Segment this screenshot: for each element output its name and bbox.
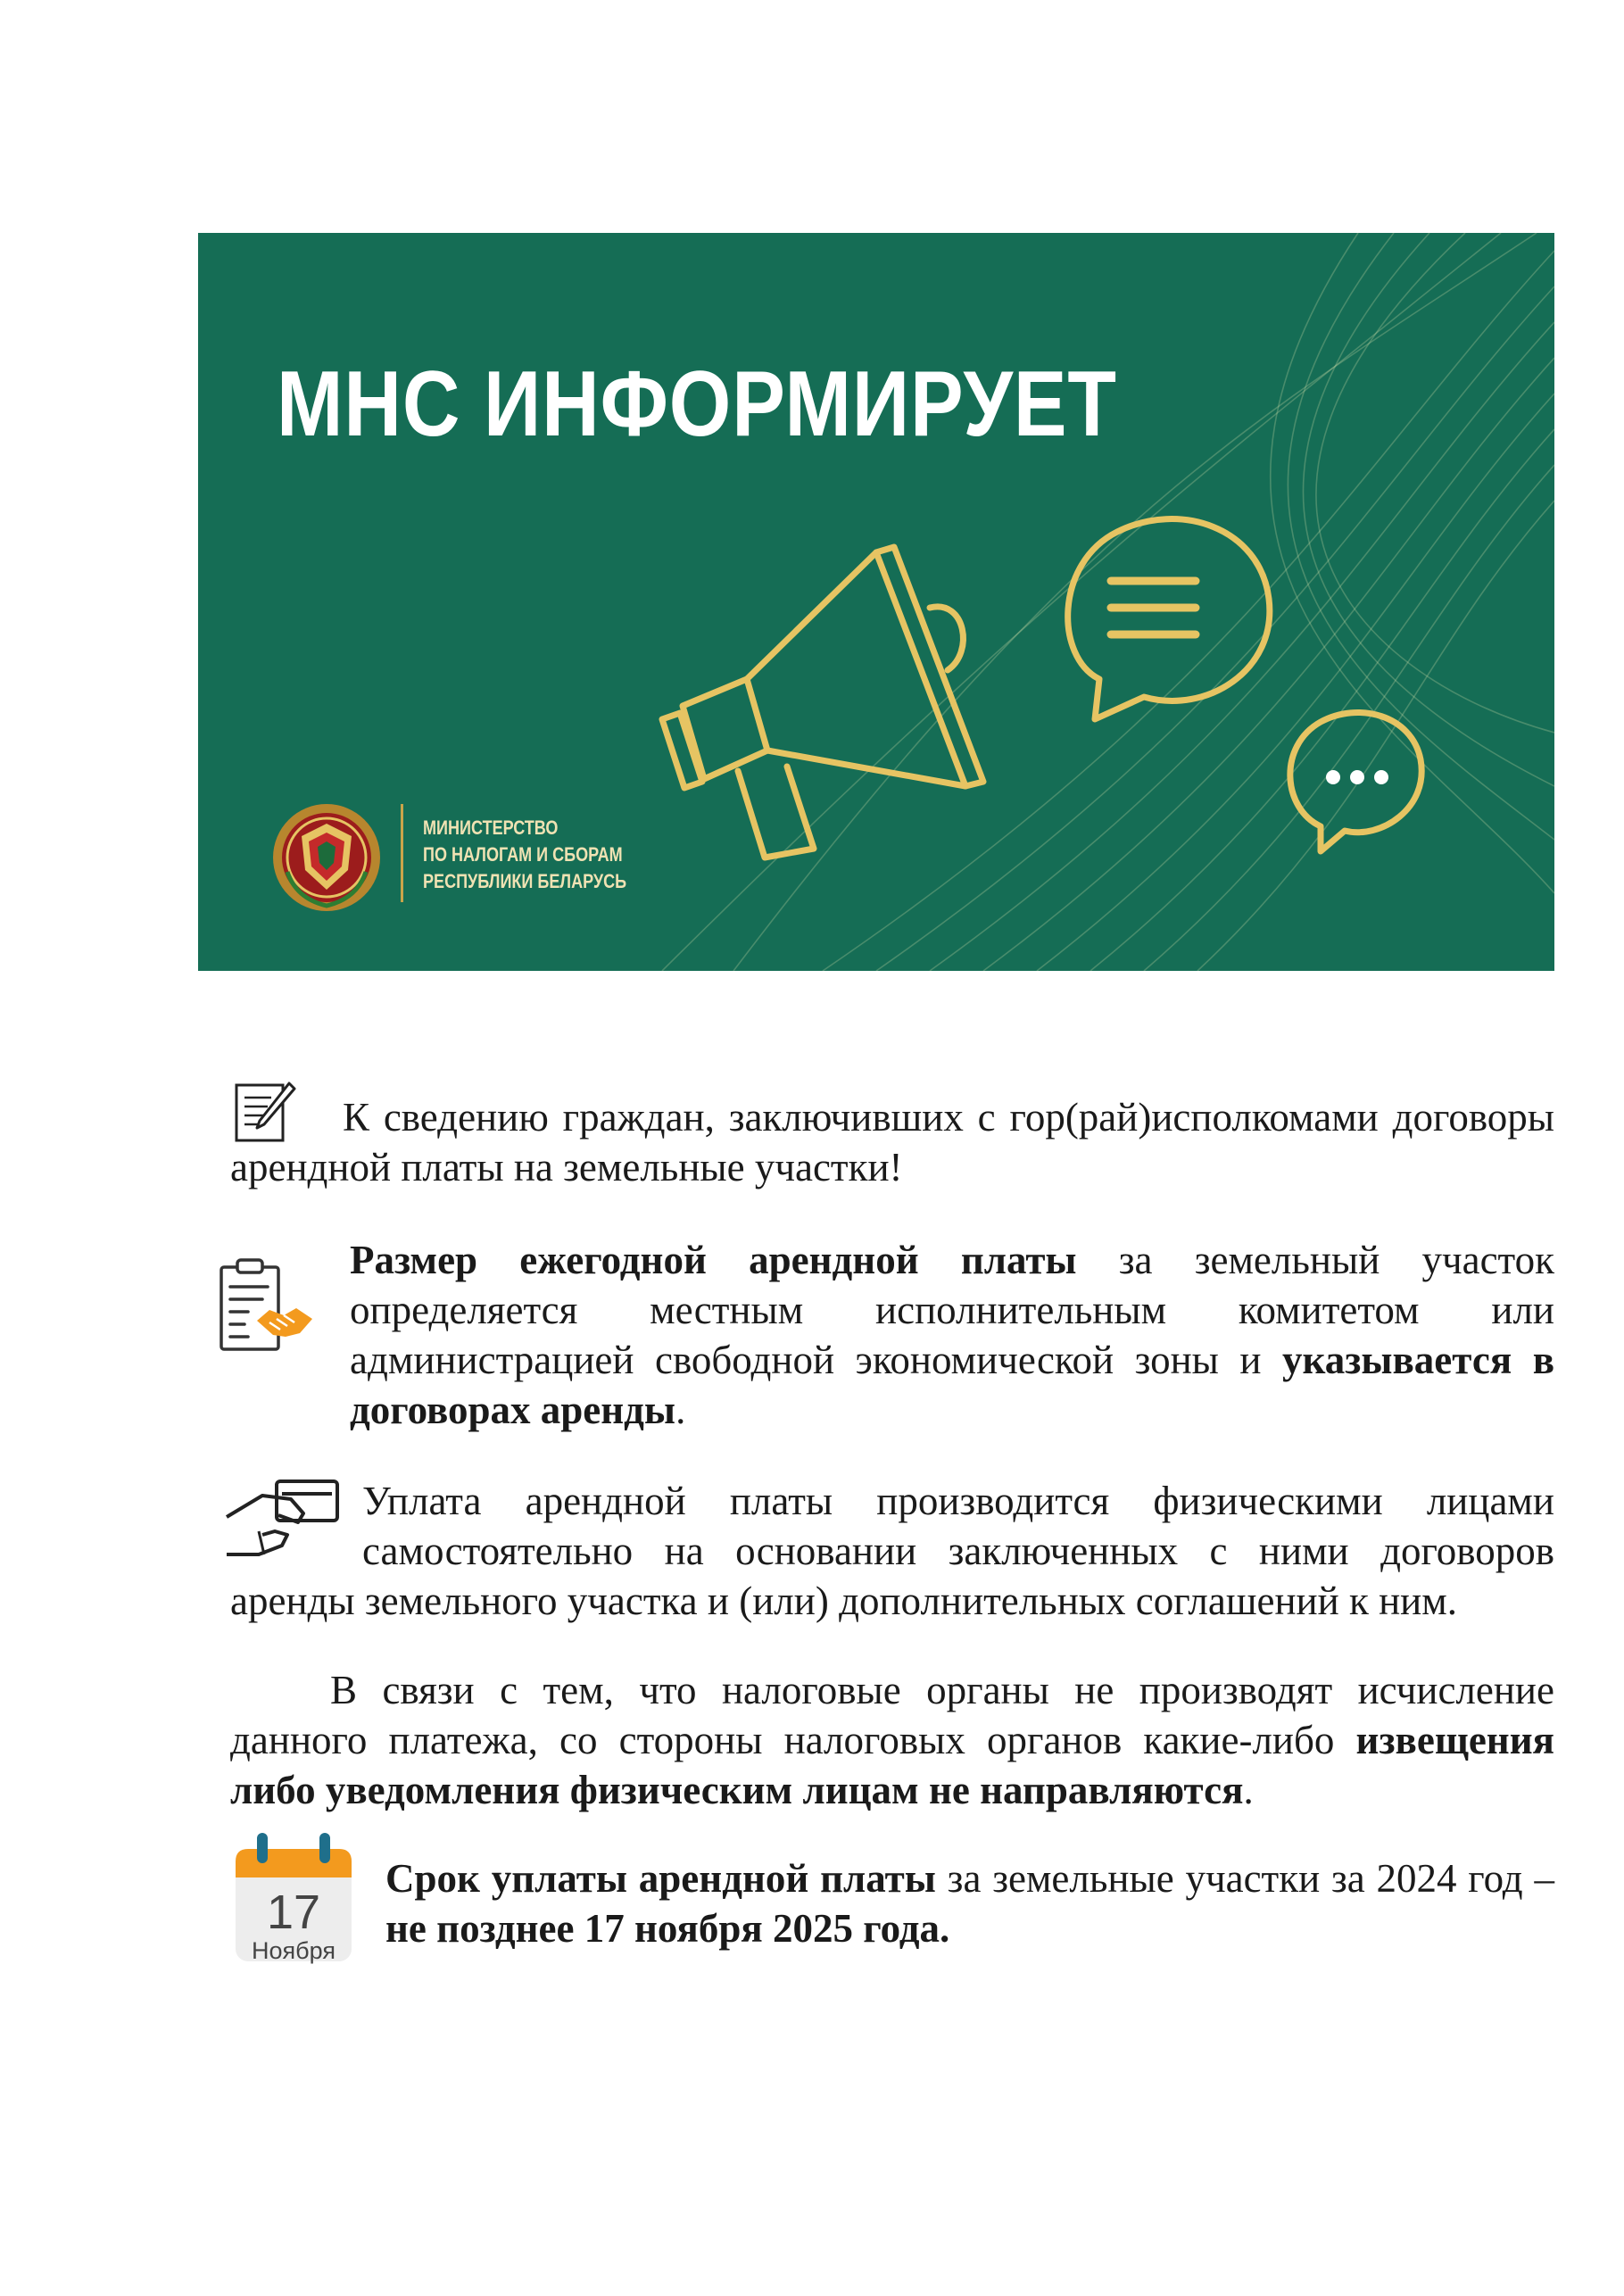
body-text: . bbox=[1243, 1768, 1254, 1812]
bold-text: Размер ежегодной арендной платы bbox=[350, 1238, 1077, 1282]
ministry-name-line: ПО НАЛОГАМ И СБОРАМ bbox=[423, 843, 623, 866]
ministry-name-line: МИНИСТЕРСТВО bbox=[423, 816, 559, 839]
ministry-name-line: РЕСПУБЛИКИ БЕЛАРУСЬ bbox=[423, 870, 627, 892]
speech-bubble-lines-icon bbox=[1068, 519, 1270, 719]
speech-bubble-dots-icon bbox=[1290, 712, 1421, 851]
body-text: Уплата арендной платы производится физическими лицами самостоятельно на основании заключенных с ними договоров аренды земельного участка и (или) дополнительных соглашений к ним. bbox=[230, 1479, 1554, 1623]
paragraph-rent-amount bbox=[350, 1235, 1554, 1435]
megaphone-icon bbox=[662, 547, 983, 858]
bold-text: указывается в договорах аренды bbox=[350, 1338, 1554, 1432]
paragraph-notifications bbox=[230, 1665, 1554, 1815]
banner-title: МНС ИНФОРМИРУЕТ bbox=[277, 352, 1117, 456]
banner bbox=[198, 233, 1554, 971]
paragraph-intro: К сведению граждан, заключивших с гор(рай)исполкомами договоры арендной платы на земельные участки! bbox=[230, 1095, 1554, 1189]
calendar-day: 17 bbox=[266, 1886, 321, 1939]
bold-text: не позднее 17 ноября 2025 года. bbox=[385, 1906, 950, 1951]
body-text: за земельные участки за 2024 год – bbox=[935, 1856, 1554, 1901]
ministry-emblem bbox=[269, 800, 384, 915]
bold-text: Срок уплаты арендной платы bbox=[385, 1856, 936, 1901]
paragraph-deadline bbox=[385, 1853, 1554, 1953]
ministry-name bbox=[423, 815, 626, 895]
clipboard-handshake-icon bbox=[218, 1256, 314, 1355]
paragraph-payment bbox=[230, 1476, 1554, 1626]
body-text: за земельный участок определяется местным исполнительным комитетом или администрацией свободной экономической зоны и bbox=[350, 1238, 1554, 1382]
calendar-icon bbox=[234, 1829, 353, 1963]
body-text: В связи с тем, что налоговые органы не производят исчисление данного платежа, со стороны налоговых органов какие-либо bbox=[230, 1668, 1554, 1762]
logo-divider bbox=[401, 804, 403, 902]
bold-text: извещения либо уведомления физическим лицам не направляются bbox=[230, 1718, 1554, 1812]
calendar-month: Ноября bbox=[252, 1937, 336, 1964]
body-text: . bbox=[675, 1388, 686, 1432]
